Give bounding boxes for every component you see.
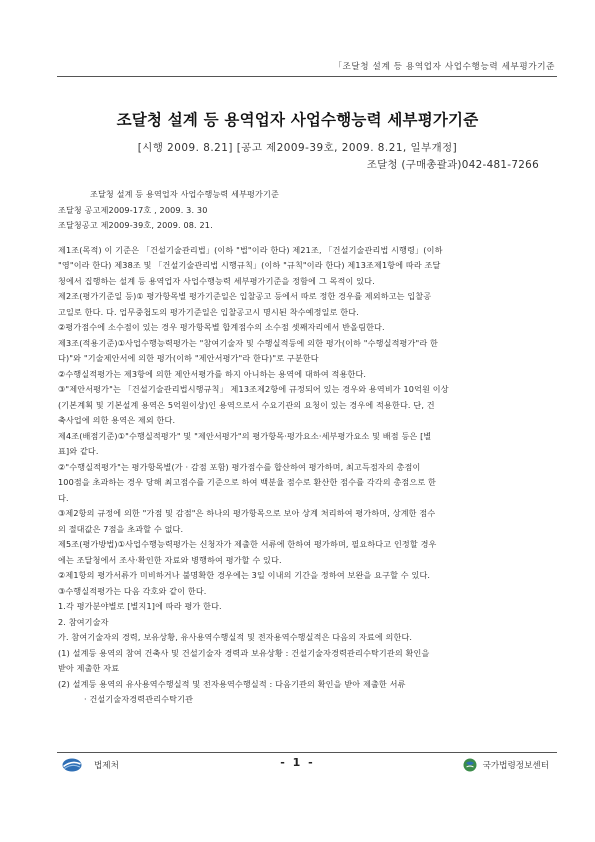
- revision-info: [시행 2009. 8.21] [공고 제2009-39호, 2009. 8.21, 일부개정]: [137, 142, 458, 154]
- body-line: (1) 설계등 용역의 참여 건축사 및 건설기술자 경력과 보유상황 : 건설기술자경력관리수탁기관의 확인을: [58, 647, 430, 658]
- law-center-logo-icon: [463, 758, 477, 772]
- body-line: 조달청 설계 등 용역업자 사업수행능력 세부평가기준: [90, 189, 279, 199]
- body-line: 1.각 평가분야별로 [별지1]에 따라 평가 한다.: [58, 601, 222, 611]
- document-title: 조달청 설계 등 용역업자 사업수행능력 세부평가기준: [116, 111, 479, 129]
- body-line: 제1조(목적) 이 기준은 「건설기술관리법」(이하 "법"이라 한다) 제21조, 「건설기술관리법 시행령」(이하: [58, 244, 443, 255]
- body-line: 제5조(평가방법)①사업수행능력평가는 신청자가 제출한 서류에 한하여 평가하며, 필요하다고 인정할 경우: [58, 539, 437, 549]
- body-line: 표]와 같다.: [58, 446, 99, 456]
- body-line: 제2조(평가기준일 등)① 평가항목별 평가기준일은 입찰공고 등에서 따로 정한 경우를 제외하고는 입찰공: [58, 291, 432, 301]
- body-line: ②제1항의 평가서류가 미비하거나 불명확한 경우에는 3일 이내의 기간을 정하여 보완을 요구할 수 있다.: [58, 570, 431, 580]
- body-line: ③"제안서평가"는 「건설기술관리법시행규칙」 제13조제2항에 규정되어 있는 경우와 용역비가 10억원 이상: [58, 384, 449, 394]
- header-rule: [57, 76, 557, 77]
- footer-right-label: 국가법령정보센터: [482, 761, 549, 771]
- body-line: ③수행실적평가는 다음 각호와 같이 한다.: [58, 585, 207, 596]
- body-line: 조달청공고 제2009-39호, 2009. 08. 21.: [58, 220, 213, 230]
- body-line: · 건설기술자경력관리수탁기관: [84, 694, 194, 704]
- body-line: 조달청 공고제2009-17호 , 2009. 3. 30: [58, 204, 208, 215]
- footer-right: [463, 758, 549, 772]
- body-line: ②평가점수에 소수점이 있는 경우 평가항목별 합계점수의 소수점 셋째자리에서 반올림한다.: [58, 322, 385, 332]
- footer-rule: [57, 752, 557, 753]
- running-header: 「조달청 설계 등 용역업자 사업수행능력 세부평가기준: [333, 62, 555, 72]
- body-line: 에는 조달청에서 조사·확인한 자료와 병행하여 평가할 수 있다.: [58, 554, 282, 565]
- body-line: ③제2항의 규정에 의한 "가점 및 감점"은 하나의 평가항목으로 보아 상계 처리하여 평가하며, 상계한 점수: [58, 508, 436, 518]
- body-line: 100점을 초과하는 경우 당해 최고점수를 기준으로 하여 백분율 점수로 환산한 점수를 각각의 총점으로 한: [58, 477, 437, 487]
- body-line: 2. 참여기술자: [58, 616, 109, 627]
- document-body: [58, 187, 550, 708]
- body-line: 받아 제출한 자료: [58, 663, 120, 673]
- body-line: (2) 설계등 용역의 유사용역수행실적 및 전자용역수행실적 : 다음기관의 확인을 받아 제출한 서류: [58, 678, 406, 689]
- body-line: 고일로 한다. 다. 업무중첩도의 평가기준일은 입찰공고시 명시된 착수예정일로 한다.: [58, 306, 359, 317]
- agency-contact: 조달청 (구매총괄과)042-481-7266: [366, 159, 539, 171]
- page-number: - 1 -: [280, 756, 315, 769]
- body-line: 의 절대값은 7점을 초과할 수 없다.: [58, 523, 184, 534]
- body-line: 제4조(배점기준)①"수행실적평가" 및 "제안서평가"의 평가항목·평가요소·세부평가요소 및 배점 등은 [별: [58, 430, 432, 441]
- body-line: 다.: [58, 492, 69, 503]
- footer-left-label: 법제처: [94, 761, 119, 771]
- body-line: ②"수행실적평가"는 평가항목별(가 · 감점 포함) 평가점수를 합산하여 평가하며, 최고득점자의 총점이: [58, 461, 421, 472]
- body-line: (기본계획 및 기본설계 용역은 5억원이상)인 용역으로서 수요기관의 요청이 있는 경우에 적용한다. 단, 건: [58, 399, 435, 410]
- body-line: 축사업에 의한 용역은 제외 한다.: [58, 415, 176, 425]
- body-line: "영"이라 한다) 제38조 및 「건설기술관리법 시행규칙」(이하 "규칙"이라 한다) 제13조제1항에 따라 조달: [58, 260, 441, 270]
- body-line: 다)"와 "기술제안서에 의한 평가(이하 "제안서평가"라 한다)"로 구분한다: [58, 353, 319, 363]
- body-line: 청에서 집행하는 설계 등 용역업자 사업수행능력 세부평가기준을 정함에 그 목적이 있다.: [58, 275, 375, 286]
- body-line: 가. 참여기술자의 경력, 보유상황, 유사용역수행실적 및 전자용역수행실적은 다음의 자료에 의한다.: [58, 632, 413, 642]
- body-line: ②수행실적평가는 제3항에 의한 제안서평가를 하지 아니하는 용역에 대하여 적용한다.: [58, 368, 367, 379]
- body-line: 제3조(적용기준)①사업수행능력평가는 "참여기술자 및 수행실적등에 의한 평가(이하 "수행실적평가"라 한: [58, 337, 439, 348]
